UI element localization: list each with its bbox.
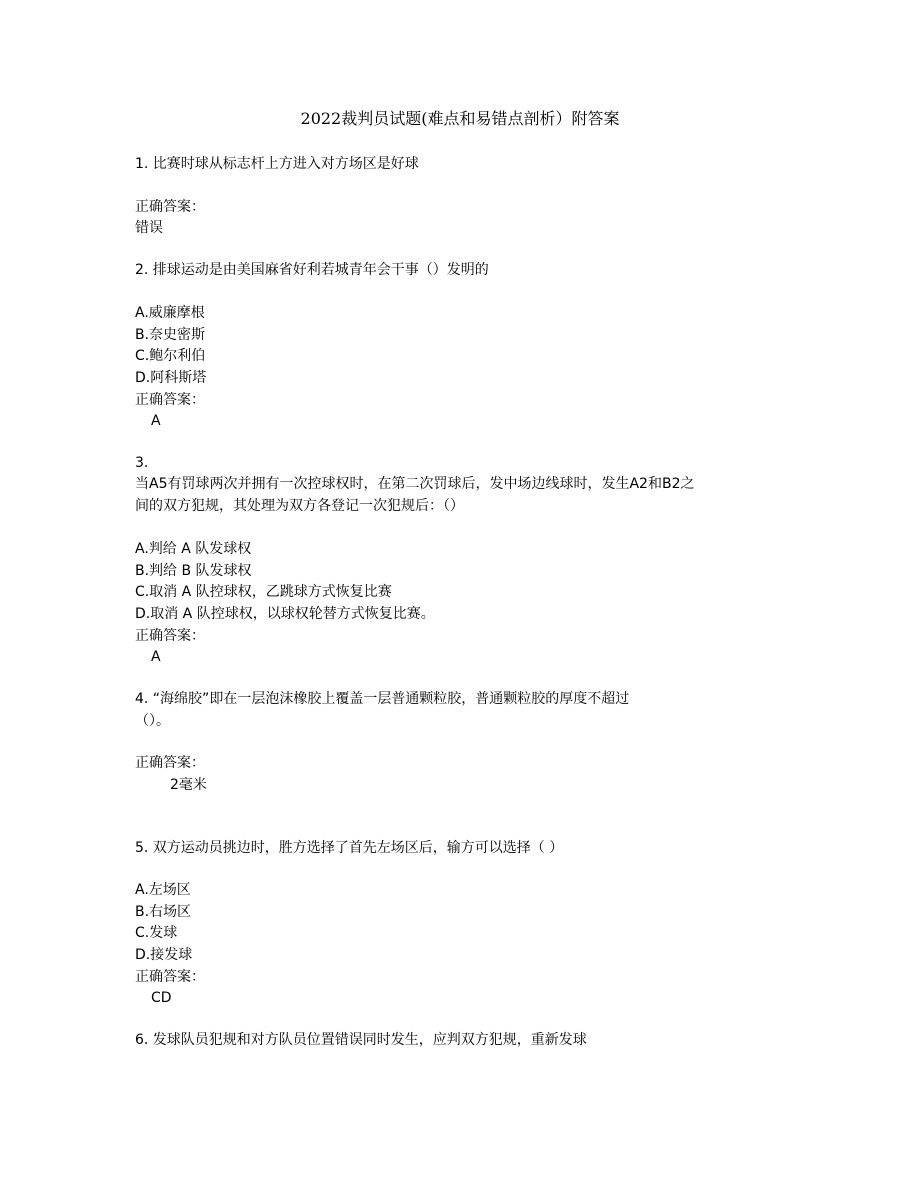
- question-6-text: 6. 发球队员犯规和对方队员位置错误同时发生，应判双方犯规，重新发球: [135, 1032, 587, 1048]
- question-5-option-d: D.接发球: [135, 947, 193, 963]
- question-3-answer-label: 正确答案：: [135, 628, 205, 644]
- question-5-option-a: A.左场区: [135, 882, 191, 898]
- question-3-text-line1: 当A5有罚球两次并拥有一次控球权时，在第二次罚球后，发中场边线球时，发生A2和B2之: [135, 476, 695, 492]
- question-1-text: 1. 比赛时球从标志杆上方进入对方场区是好球: [135, 156, 419, 172]
- question-3-text-line2: 间的双方犯规，其处理为双方各登记一次犯规后：（）: [135, 498, 464, 514]
- question-5-option-c: C.发球: [135, 925, 178, 941]
- question-5-answer-label: 正确答案：: [135, 969, 205, 985]
- question-2-text: 2. 排球运动是由美国麻省好利若城青年会干事（）发明的: [135, 262, 489, 278]
- question-3-option-b: B.判给 B 队发球权: [135, 563, 252, 579]
- question-5-option-b: B.右场区: [135, 904, 192, 920]
- question-1-answer-label: 正确答案：: [135, 199, 205, 215]
- question-2-option-b: B.奈史密斯: [135, 327, 206, 343]
- question-4-answer-label: 正确答案：: [135, 755, 205, 771]
- question-4-answer: 2毫米: [170, 777, 207, 793]
- question-5-text: 5. 双方运动员挑边时，胜方选择了首先左场区后，输方可以选择（ ）: [135, 840, 564, 856]
- question-3-number: 3.: [135, 455, 149, 471]
- question-2-answer-label: 正确答案：: [135, 392, 205, 408]
- document-title: 2022裁判员试题(难点和易错点剖析）附答案: [300, 109, 620, 128]
- question-4-text-line2: （）。: [135, 713, 170, 729]
- question-3-option-a: A.判给 A 队发球权: [135, 541, 252, 557]
- question-2-answer: A: [151, 413, 161, 429]
- question-3-option-c: C.取消 A 队控球权，乙跳球方式恢复比赛: [135, 584, 392, 600]
- question-2-option-a: A.威廉摩根: [135, 305, 205, 321]
- question-3-option-d: D.取消 A 队控球权，以球权轮替方式恢复比赛。: [135, 606, 435, 622]
- question-2-option-c: C.鲍尔利伯: [135, 348, 206, 364]
- question-5-answer: CD: [151, 990, 172, 1006]
- question-4-text-line1: 4. “海绵胶”即在一层泡沫橡胶上覆盖一层普通颗粒胶，普通颗粒胶的厚度不超过: [135, 691, 630, 707]
- question-3-answer: A: [151, 649, 161, 665]
- question-2-option-d: D.阿科斯塔: [135, 370, 207, 386]
- question-1-answer: 错误: [135, 220, 163, 236]
